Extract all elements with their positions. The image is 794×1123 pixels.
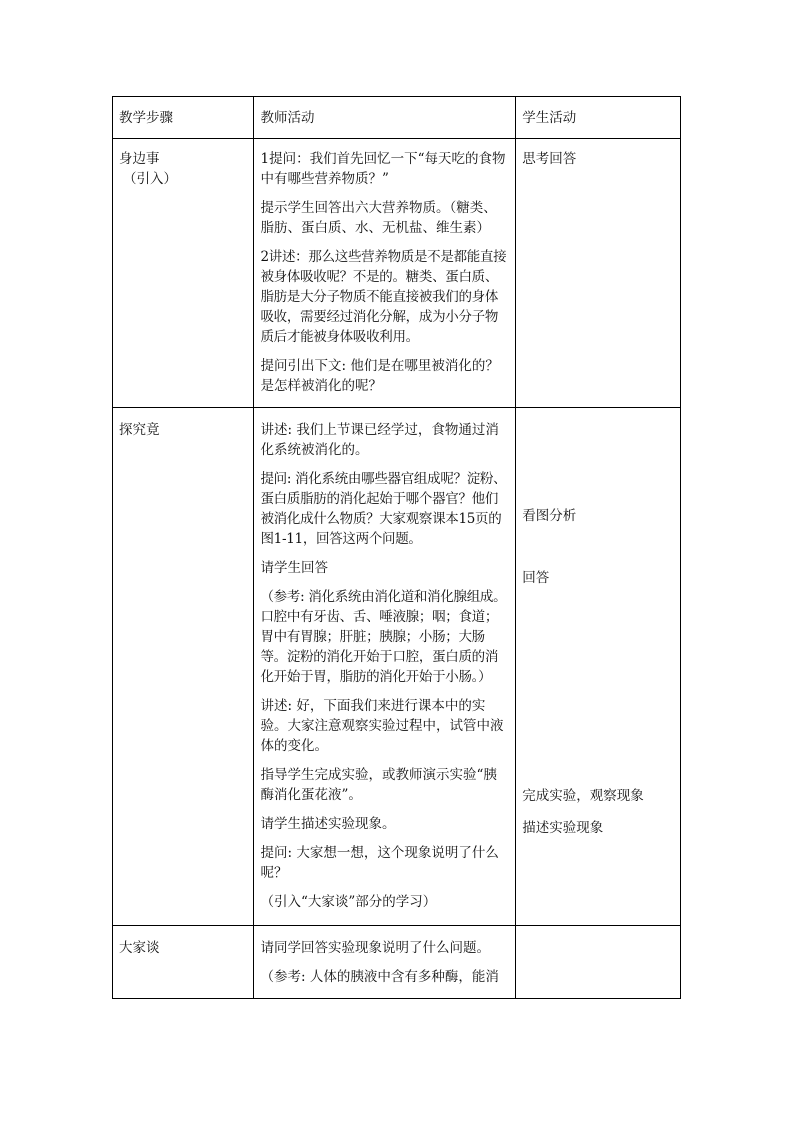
teacher-cell xyxy=(254,408,516,926)
student-activity: 回答 xyxy=(522,570,550,586)
table-row xyxy=(113,139,681,408)
table-row xyxy=(113,408,681,926)
teacher-paragraph: 提示学生回答出六大营养物质。（糖类、脂肪、蛋白质、水、无机盐、维生素） xyxy=(260,200,497,236)
step-cell xyxy=(113,408,254,926)
teacher-paragraph: 2讲述：那么这些营养物质是不是都能直接被身体吸收呢？不是的。糖类、蛋白质、脂肪是大分子物质不能直接被我们的身体吸收，需要经过消化分解，成为小分子物质后才能被身体吸收利用。 xyxy=(260,249,507,345)
teacher-paragraph: 提问: 消化系统由哪些器官组成呢？淀粉、蛋白质脂肪的消化起始于哪个器官？他们被消化成什么物质？大家观察课本15页的图1-11，回答这两个问题。 xyxy=(260,471,507,547)
student-cell xyxy=(516,926,681,999)
teacher-paragraph: （参考: 人体的胰液中含有多种酶，能消 xyxy=(260,969,499,985)
step-title: 大家谈 xyxy=(119,940,160,956)
teacher-paragraph: 请学生回答 xyxy=(260,560,328,576)
teacher-paragraph: 提问: 大家想一想，这个现象说明了什么呢？ xyxy=(260,845,499,881)
student-cell xyxy=(516,408,681,926)
step-title: 身边事 xyxy=(119,151,160,167)
teacher-paragraph: （参考: 消化系统由消化道和消化腺组成。口腔中有牙齿、舌、唾液腺；咽；食道；胃中有胃腺；肝脏；胰腺；小肠；大肠等。淀粉的消化开始于口腔，蛋白质的消化开始于胃，脂肪的消化开始于小肠。） xyxy=(260,589,507,685)
teacher-paragraph: 提问引出下文: 他们是在哪里被消化的？是怎样被消化的呢？ xyxy=(260,358,499,394)
teacher-cell xyxy=(254,139,516,408)
table-row xyxy=(113,926,681,999)
teacher-paragraph: 请学生描述实验现象。 xyxy=(260,816,396,832)
teacher-paragraph: 指导学生完成实验，或教师演示实验“胰酶消化蛋花液”。 xyxy=(260,767,497,803)
header-row xyxy=(113,97,681,139)
student-cell xyxy=(516,139,681,408)
student-activity: 思考回答 xyxy=(522,151,577,167)
teacher-cell xyxy=(254,926,516,999)
teacher-paragraph: 讲述: 我们上节课已经学过，食物通过消化系统被消化的。 xyxy=(260,422,499,458)
teacher-paragraph: 讲述: 好，下面我们来进行课本中的实验。大家注意观察实验过程中，试管中液体的变化。 xyxy=(260,698,504,754)
header-teacher: 教师活动 xyxy=(254,97,516,139)
teacher-paragraph: （引入“大家谈”部分的学习） xyxy=(260,894,437,910)
teacher-paragraph: 1提问：我们首先回忆一下“每天吃的食物中有哪些营养物质？” xyxy=(260,151,506,187)
student-activity: 看图分析 xyxy=(522,508,577,524)
step-title: 探究竟 xyxy=(119,422,160,438)
teacher-paragraph: 请同学回答实验现象说明了什么问题。 xyxy=(260,940,490,956)
header-step: 教学步骤 xyxy=(113,97,254,139)
step-cell xyxy=(113,926,254,999)
lesson-plan-table xyxy=(112,96,681,999)
header-student: 学生活动 xyxy=(516,97,681,139)
step-cell xyxy=(113,139,254,408)
student-activity: 完成实验，观察现象 xyxy=(522,788,644,804)
student-activity: 描述实验现象 xyxy=(522,820,604,836)
step-subtitle: （引入） xyxy=(123,171,177,187)
